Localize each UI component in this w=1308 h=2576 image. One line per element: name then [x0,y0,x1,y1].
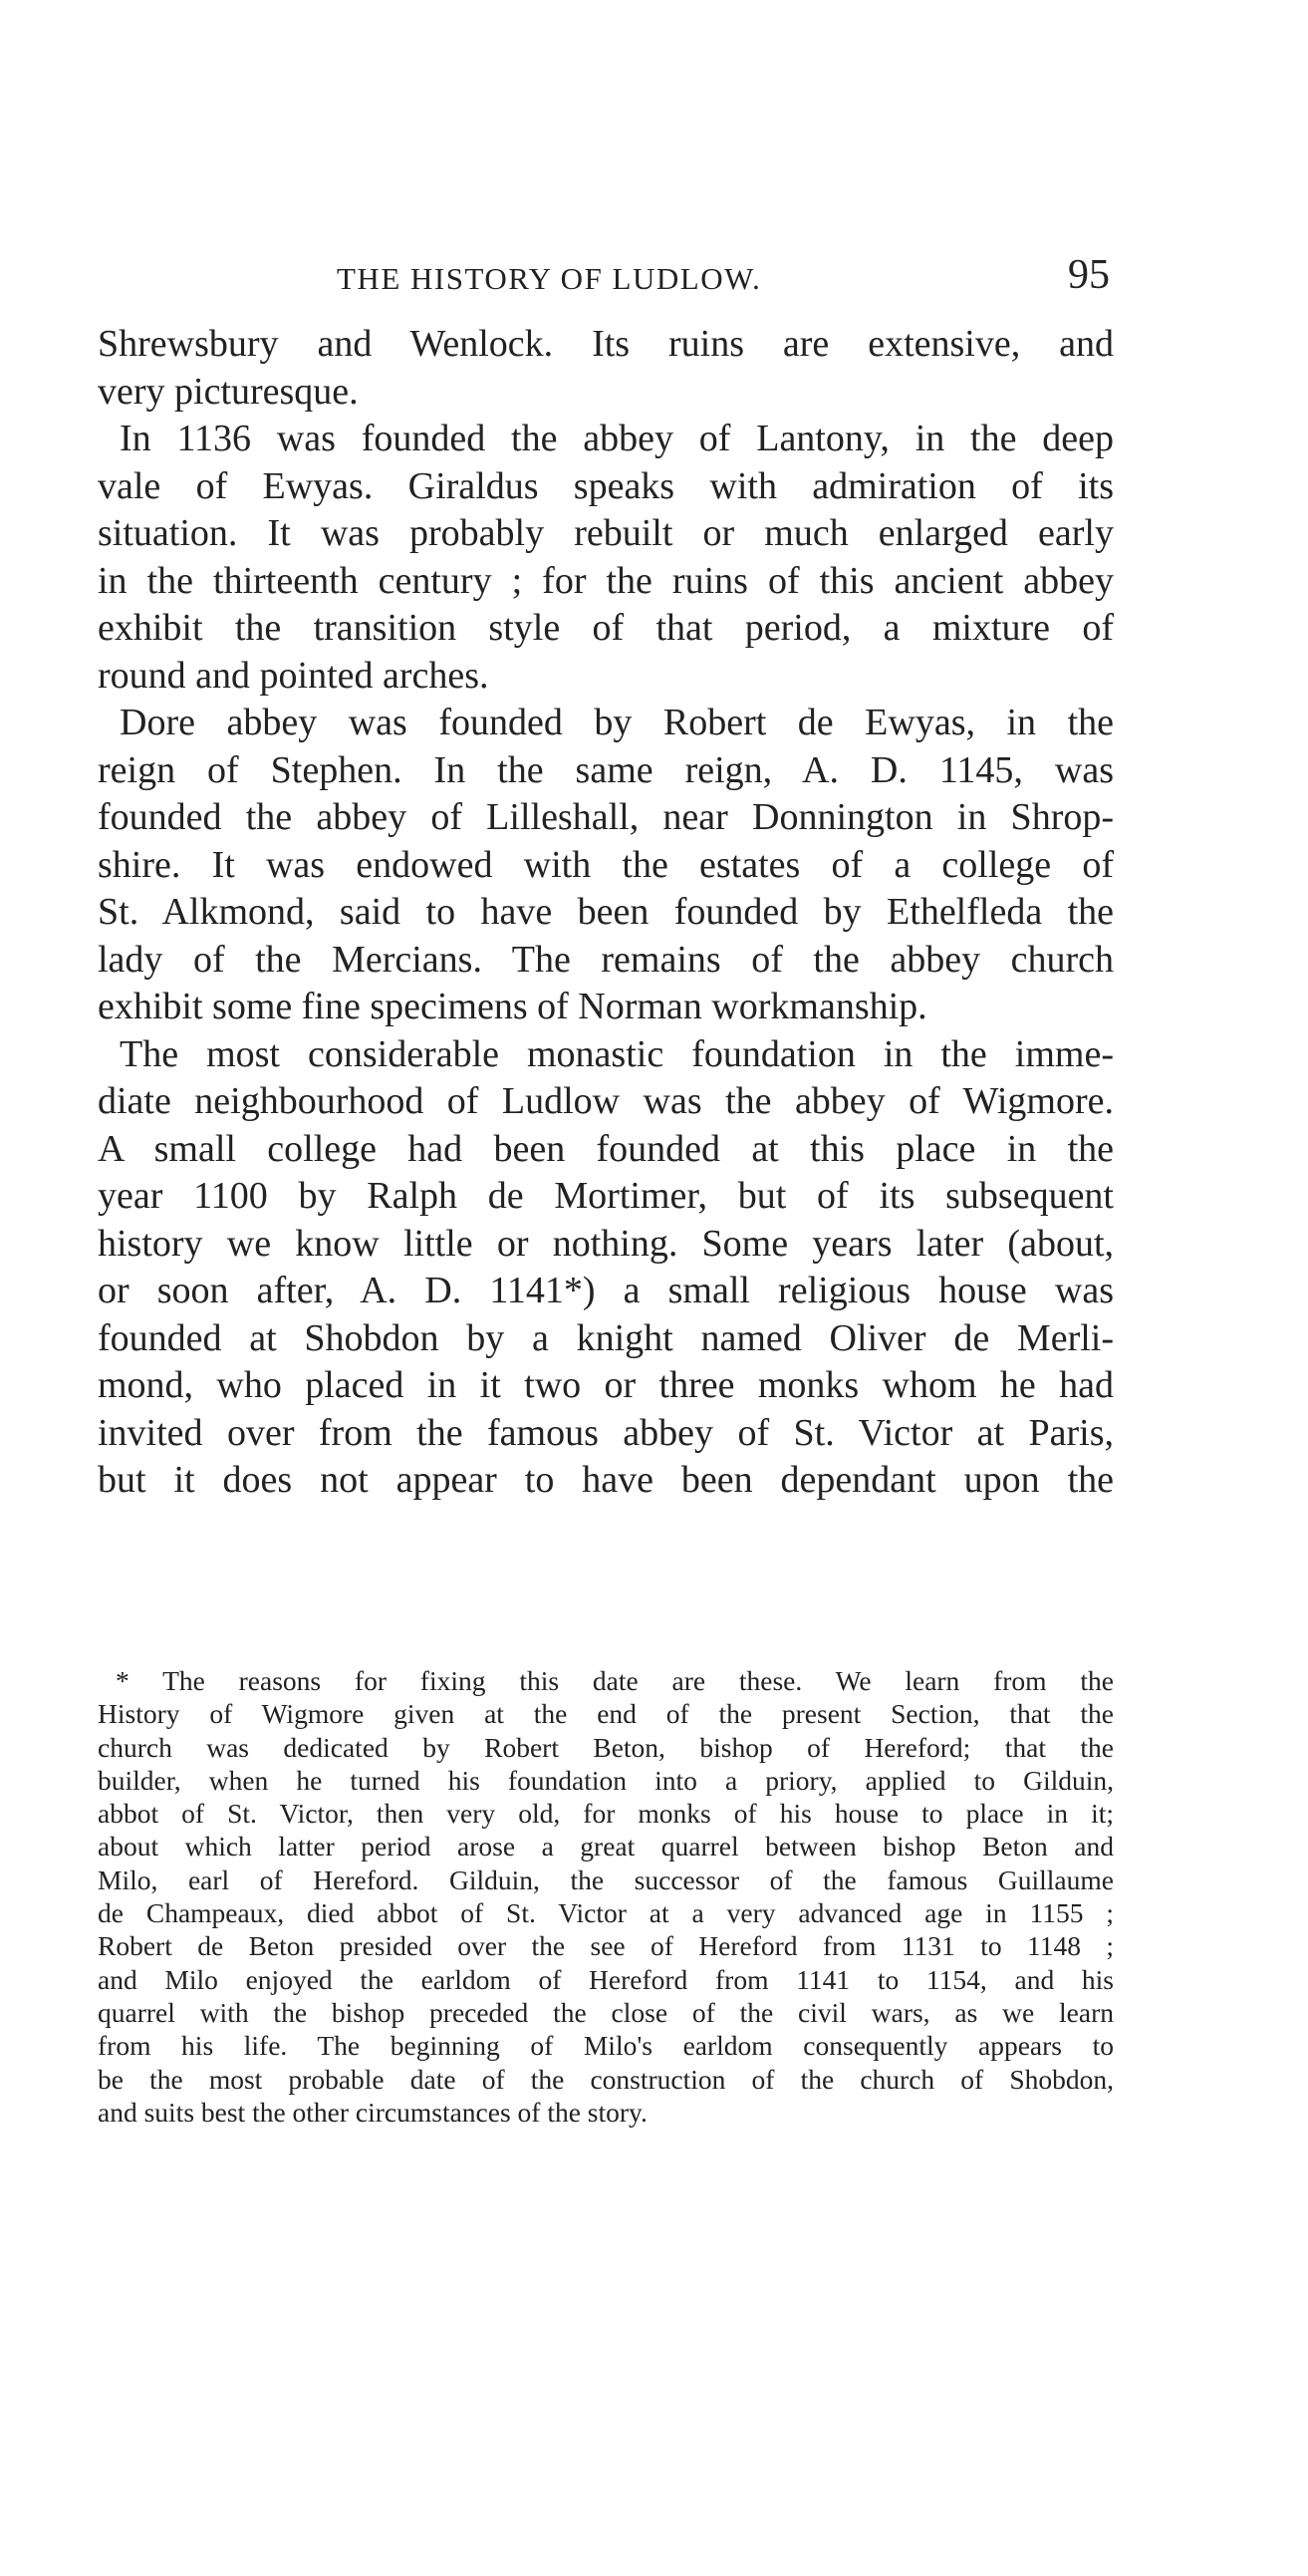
text-line: A small college had been founded at this place in the [98,1127,1114,1170]
footnote-line: quarrel with the bishop preceded the close of the civil wars, as we learn [98,1996,1114,2028]
footnote-line: about which latter period arose a great quarrel between bishop Beton and [98,1831,1114,1862]
text-line: founded at Shobdon by a knight named Oliver de Merli- [98,1316,1114,1359]
page-number: 95 [1068,252,1110,298]
text-line: history we know little or nothing. Some years later (about, [98,1222,1114,1265]
text-line: year 1100 by Ralph de Mortimer, but of its subsequent [98,1175,1114,1217]
footnote-line: from his life. The beginning of Milo's earldom consequently appears to [98,2030,1114,2062]
text-line: reign of Stephen. In the same reign, A. D. 1145, was [98,748,1114,791]
text-line: round and pointed arches. [98,654,489,697]
text-line: exhibit some fine specimens of Norman workmanship. [98,986,927,1027]
page-header [337,252,1110,311]
footnote-line: * The reasons for fixing this date are these. We learn from the [116,1665,1114,1696]
text-line: shire. It was endowed with the estates of a college of [98,843,1114,886]
footnote-line: de Champeaux, died abbot of St. Victor at a very advanced age in 1155 ; [98,1897,1114,1929]
running-head: THE HISTORY OF LUDLOW. [337,261,762,296]
text-line: very picturesque. [98,370,359,413]
text-line: mond, who placed in it two or three monks whom he had [98,1364,1114,1406]
text-line: The most considerable monastic foundation in the imme- [120,1032,1114,1075]
text-line: diate neighbourhood of Ludlow was the abbey of Wigmore. [98,1080,1114,1122]
text-line: founded the abbey of Lilleshall, near Donnington in Shrop- [98,796,1114,838]
text-line: lady of the Mercians. The remains of the abbey church [98,938,1114,981]
text-line: situation. It was probably rebuilt or much enlarged early [98,512,1114,554]
text-line: vale of Ewyas. Giraldus speaks with admiration of its [98,464,1114,507]
footnote-line: builder, when he turned his foundation into a priory, applied to Gilduin, [98,1764,1114,1796]
main-text [98,321,1114,1505]
text-line: invited over from the famous abbey of St. Victor at Paris, [98,1411,1114,1454]
footnote-line: History of Wigmore given at the end of the present Section, that the [98,1698,1114,1730]
footnote-line: and Milo enjoyed the earldom of Hereford from 1141 to 1154, and his [98,1963,1114,1995]
text-line: Shrewsbury and Wenlock. Its ruins are extensive, and [98,323,1114,365]
text-line: but it does not appear to have been dependant upon the [98,1459,1114,1501]
footnote-line: church was dedicated by Robert Beton, bishop of Hereford; that the [98,1731,1114,1763]
footnote-line: Robert de Beton presided over the see of Hereford from 1131 to 1148 ; [98,1930,1114,1962]
footnote-line: and suits best the other circumstances of the story. [98,2096,648,2128]
footnote-line: Milo, earl of Hereford. Gilduin, the successor of the famous Guillaume [98,1863,1114,1895]
text-line: Dore abbey was founded by Robert de Ewyas, in the [120,702,1114,743]
text-line: or soon after, A. D. 1141*) a small religious house was [98,1270,1114,1311]
text-line: exhibit the transition style of that period, a mixture of [98,607,1114,649]
text-line: St. Alkmond, said to have been founded by Ethelfleda the [98,891,1114,933]
footnote [98,1664,1114,2129]
footnote-line: be the most probable date of the construction of the church of Shobdon, [98,2063,1114,2095]
text-line: In 1136 was founded the abbey of Lantony, in the deep [120,418,1114,459]
text-line: in the thirteenth century ; for the ruins of this ancient abbey [98,559,1114,602]
footnote-line: abbot of St. Victor, then very old, for monks of his house to place in it; [98,1798,1114,1830]
